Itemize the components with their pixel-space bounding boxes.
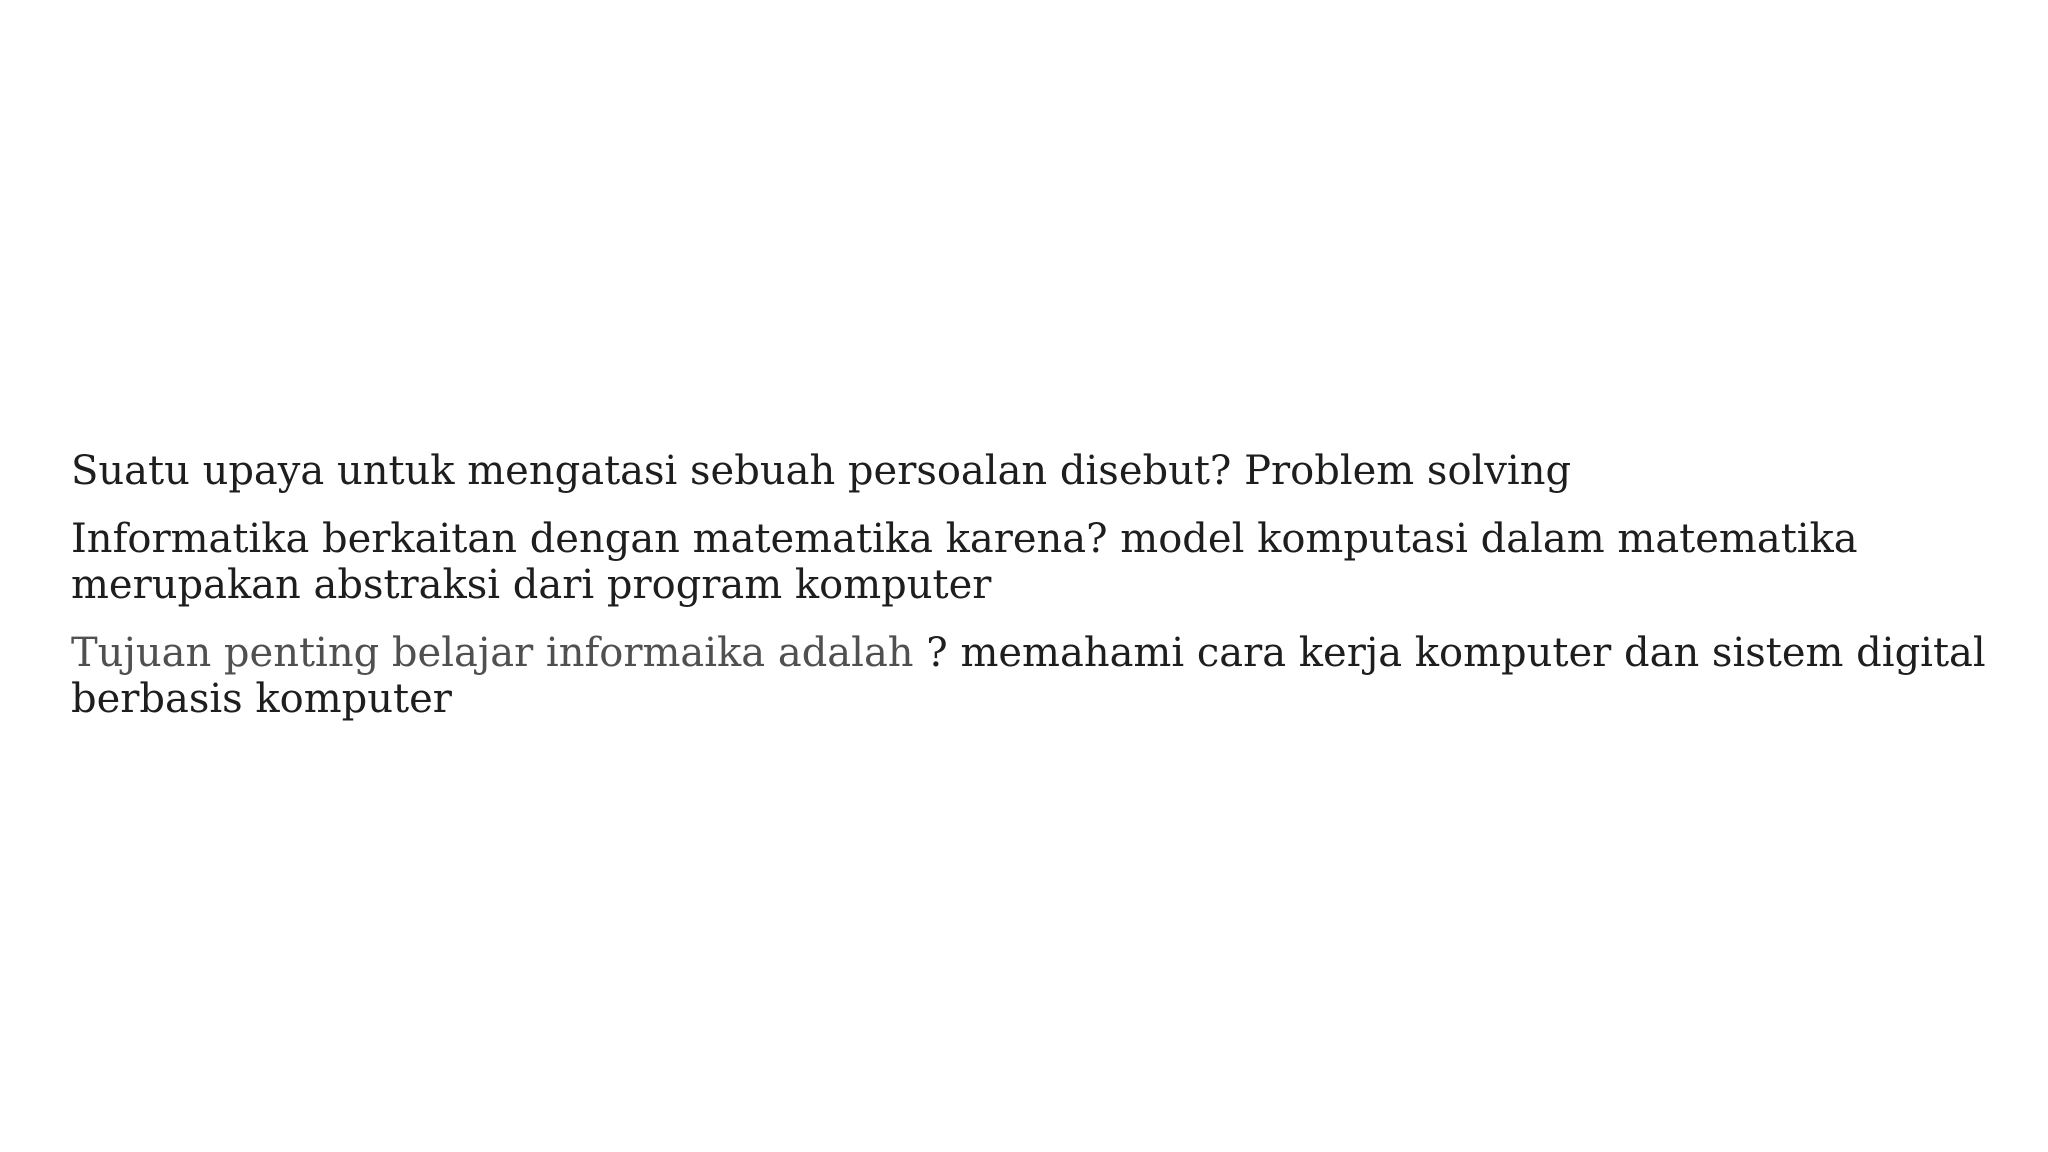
answer-2: model komputasi dalam matematika merupakan abstraksi dari program komputer [71, 516, 1858, 608]
paragraph-3 [71, 630, 1991, 722]
answer-1: Problem solving [1244, 448, 1572, 494]
slide-body [71, 448, 1991, 744]
question-2: Informatika berkaitan dengan matematika karena? [71, 516, 1108, 562]
question-1: Suatu upaya untuk mengatasi sebuah persoalan disebut? [71, 448, 1232, 494]
answer-3: ? memahami cara kerja komputer dan sistem digital berbasis komputer [71, 630, 1986, 722]
question-3: Tujuan penting belajar informaika adalah [71, 630, 914, 676]
paragraph-2 [71, 516, 1991, 608]
paragraph-1 [71, 448, 1991, 494]
